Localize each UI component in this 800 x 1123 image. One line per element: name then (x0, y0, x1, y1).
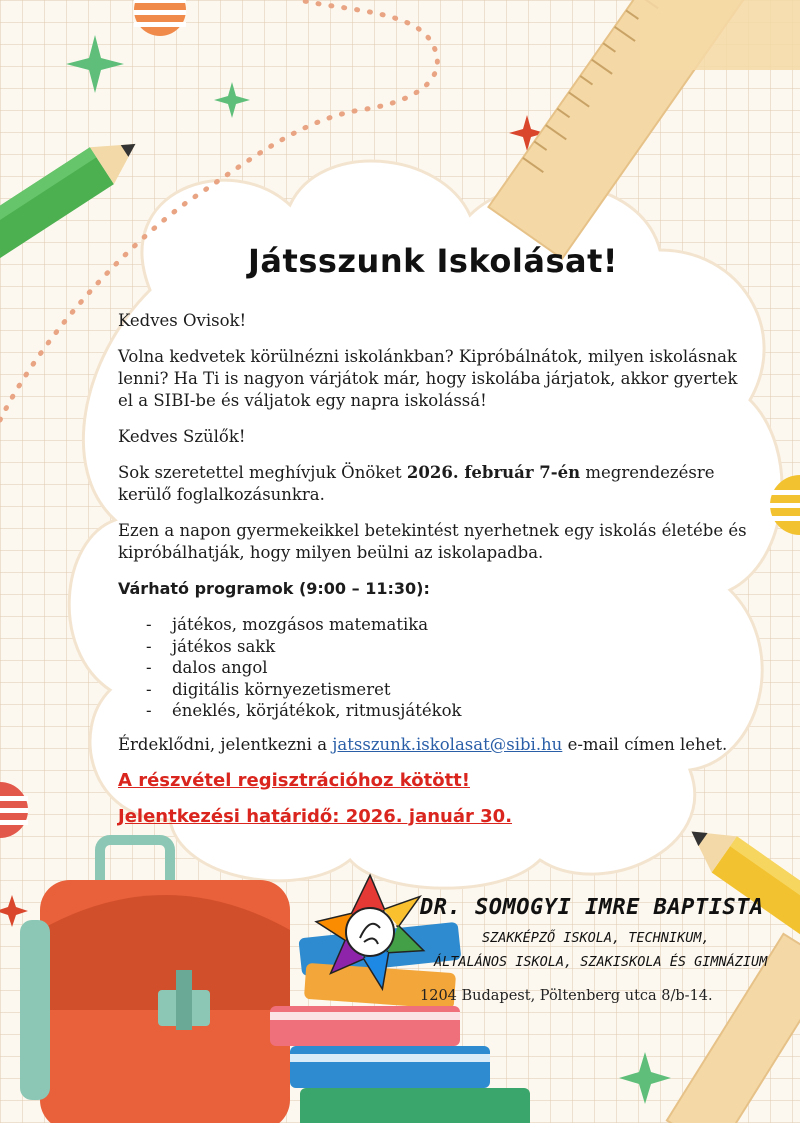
greeting-kids: Kedves Ovisok! (118, 311, 247, 330)
email-link[interactable]: jatsszunk.iskolasat@sibi.hu (332, 734, 563, 754)
greeting-parents: Kedves Szülők! (118, 427, 246, 446)
school-name-line3: ÁLTALÁNOS ISKOLA, SZAKISKOLA ÉS GIMNÁZIUM (434, 954, 768, 970)
invite-text-after: megrendezésre kerülő foglalkozásunkra. (118, 463, 715, 504)
contact-text-before: Érdeklődni, jelentkezni a (118, 734, 333, 754)
sparkle-green-2 (214, 82, 250, 118)
paragraph-invite (118, 462, 748, 506)
sparkle-green-3 (619, 1052, 671, 1104)
school-name-block (420, 895, 780, 970)
list-item: - éneklés, körjátékok, ritmusjátékok (146, 700, 748, 722)
paragraph-kids: Volna kedvetek körülnézni iskolánkban? Kipróbálnátok, milyen iskolásnak lenni? Ha Ti is nagyon várjátok már, hogy iskolába járjatok, akkor gyertek el a SIBI-be és váljatok egy napra iskolássá! (118, 347, 738, 410)
backpack (20, 840, 290, 1123)
striped-ball-left (0, 782, 28, 838)
contact-text-after: e-mail címen lehet. (562, 734, 728, 754)
registration-notice: A részvétel regisztrációhoz kötött! (118, 769, 470, 791)
list-item: - digitális környezetismeret (146, 679, 748, 701)
striped-ball-top (134, 0, 186, 36)
paragraph-day: Ezen a napon gyermekeikkel betekintést nyerhetnek egy iskolás életébe és kipróbálhatják, hogy milyen beülni az iskolapadba. (118, 521, 747, 562)
programs-list (118, 614, 748, 722)
school-name-line1: DR. SOMOGYI IMRE BAPTISTA (420, 895, 764, 920)
contact-line (118, 734, 748, 756)
page-title: Játsszunk Iskolásat! (248, 242, 618, 280)
list-item: - játékos sakk (146, 636, 748, 658)
school-name-line2: SZAKKÉPZŐ ISKOLA, TECHNIKUM, (482, 930, 710, 946)
event-date: 2026. február 7-én (406, 463, 581, 482)
list-item: - játékos, mozgásos matematika (146, 614, 748, 636)
school-address: 1204 Budapest, Pöltenberg utca 8/b-14. (420, 988, 713, 1004)
list-item: - dalos angol (146, 657, 748, 679)
programs-heading: Várható programok (9:00 – 11:30): (118, 579, 430, 598)
invitation-content (118, 242, 748, 842)
invite-text-before: Sok szeretettel meghívjuk Önöket (118, 463, 407, 482)
sparkle-red-2 (0, 895, 28, 927)
deadline-notice: Jelentkezési határidő: 2026. január 30. (118, 805, 513, 827)
sparkle-green-1 (66, 35, 124, 93)
ruler-top-right-2 (640, 0, 800, 70)
